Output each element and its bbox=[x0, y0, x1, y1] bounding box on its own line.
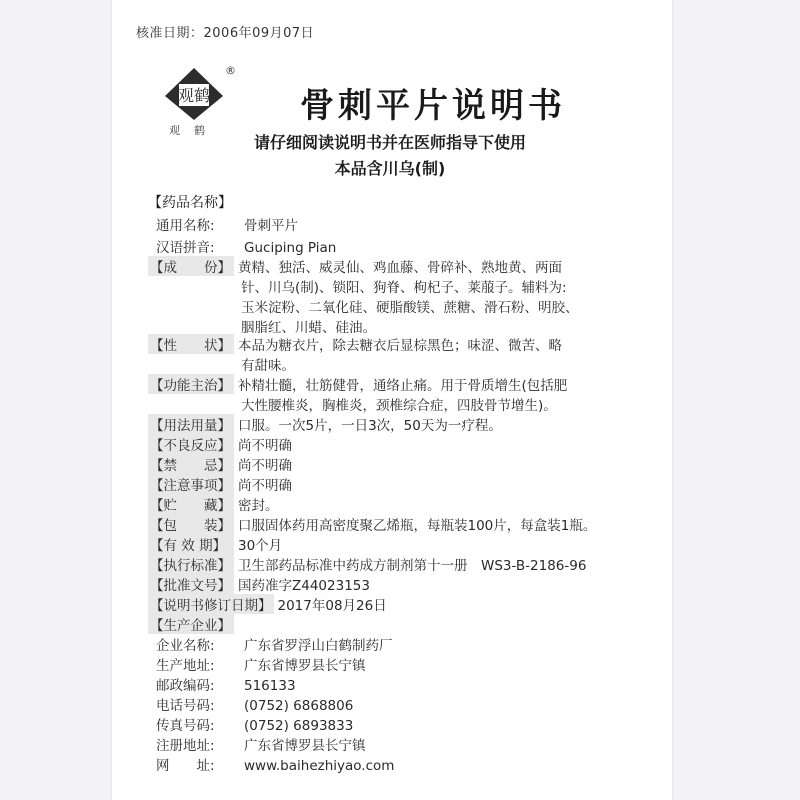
standard-row bbox=[148, 554, 586, 574]
adverse-value: 尚不明确 bbox=[238, 438, 292, 454]
phone-value: (0752) 6868806 bbox=[244, 698, 354, 714]
svg-text:观鹤: 观鹤 bbox=[177, 86, 211, 105]
ingredients-line-3: 玉米淀粉、二氧化硅、硬脂酸镁、蔗糖、滑石粉、明胶、 bbox=[241, 300, 579, 316]
document-title: 骨刺平片说明书 bbox=[300, 86, 566, 126]
common-name-row bbox=[156, 214, 298, 234]
approval-no-label: 【批准文号】 bbox=[148, 574, 234, 594]
pinyin-label: 汉语拼音: bbox=[156, 240, 215, 256]
adverse-label: 【不良反应】 bbox=[148, 434, 234, 454]
ingredients-row bbox=[148, 256, 562, 276]
registered-address-row bbox=[156, 734, 366, 754]
ingredients-line-4: 胭脂红、川蜡、硅油。 bbox=[241, 320, 376, 336]
dosage-label: 【用法用量】 bbox=[148, 414, 234, 434]
validity-value: 30个月 bbox=[238, 538, 283, 554]
validity-label: 【有 效 期】 bbox=[148, 534, 234, 554]
revision-value: 2017年08月26日 bbox=[277, 598, 387, 614]
logo-caption: 观鹤 bbox=[169, 124, 219, 137]
standard-value: 卫生部药品标准中药成方制剂第十一册 WS3-B-2186-96 bbox=[238, 558, 587, 574]
package-value: 口服固体药用高密度聚乙烯瓶，每瓶装100片，每盒装1瓶。 bbox=[238, 518, 597, 534]
manufacturer-row bbox=[156, 634, 393, 654]
appearance-line-2: 有甜味。 bbox=[241, 358, 295, 374]
website-value: www.baihezhiyao.com bbox=[244, 758, 395, 774]
ingredients-line-1: 黄精、独活、威灵仙、鸡血藤、骨碎补、熟地黄、两面 bbox=[238, 260, 562, 276]
storage-row bbox=[148, 494, 279, 514]
registered-address-value: 广东省博罗县长宁镇 bbox=[244, 738, 366, 754]
revision-row bbox=[148, 594, 387, 614]
dosage-value: 口服。一次5片，一日3次，50天为一疗程。 bbox=[238, 418, 502, 434]
fax-label: 传真号码: bbox=[156, 718, 215, 734]
contraindications-label: 【禁 忌】 bbox=[148, 454, 234, 474]
approval-date: 核准日期：2006年09月07日 bbox=[136, 26, 315, 41]
dosage-row bbox=[148, 414, 502, 434]
appearance-row bbox=[148, 334, 562, 354]
pinyin-value: Guciping Pian bbox=[244, 240, 337, 256]
production-address-row bbox=[156, 654, 366, 674]
precautions-label: 【注意事项】 bbox=[148, 474, 234, 494]
postcode-row bbox=[156, 674, 296, 694]
registered-address-label: 注册地址: bbox=[156, 738, 215, 754]
postcode-label: 邮政编码: bbox=[156, 678, 215, 694]
website-label: 网 址: bbox=[156, 758, 215, 774]
ingredients-line-2: 针、川乌(制)、锁阳、狗脊、枸杞子、莱菔子。辅料为: bbox=[241, 280, 567, 296]
standard-label: 【执行标准】 bbox=[148, 554, 234, 574]
phone-row bbox=[156, 694, 353, 714]
ingredients-label: 【成 份】 bbox=[148, 256, 234, 276]
fax-value: (0752) 6893833 bbox=[244, 718, 354, 734]
contraindications-row bbox=[148, 454, 292, 474]
indications-line-2: 大性腰椎炎，胸椎炎，颈椎综合症，四肢骨节增生)。 bbox=[241, 398, 557, 414]
manufacturer-value: 广东省罗浮山白鹤制药厂 bbox=[244, 638, 393, 654]
fax-row bbox=[156, 714, 353, 734]
indications-label: 【功能主治】 bbox=[148, 374, 234, 394]
revision-label: 【说明书修订日期】 bbox=[148, 594, 274, 614]
approval-no-row bbox=[148, 574, 370, 594]
postcode-value: 516133 bbox=[244, 678, 296, 694]
production-address-label: 生产地址: bbox=[156, 658, 215, 674]
common-name-label: 通用名称: bbox=[156, 218, 215, 234]
appearance-label: 【性 状】 bbox=[148, 334, 234, 354]
pinyin-row bbox=[156, 236, 336, 256]
indications-row bbox=[148, 374, 567, 394]
precautions-row bbox=[148, 474, 292, 494]
registered-mark: ® bbox=[225, 64, 236, 77]
production-address-value: 广东省博罗县长宁镇 bbox=[244, 658, 366, 674]
manufacturer-section-row bbox=[148, 614, 234, 634]
website-row bbox=[156, 754, 394, 774]
manufacturer-label: 企业名称: bbox=[156, 638, 215, 654]
common-name-value: 骨刺平片 bbox=[244, 218, 298, 234]
appearance-line-1: 本品为糖衣片，除去糖衣后显棕黑色；味涩、微苦、略 bbox=[238, 338, 562, 354]
storage-label: 【贮 藏】 bbox=[148, 494, 234, 514]
drug-name-section: 【药品名称】 bbox=[148, 195, 232, 211]
package-label: 【包 装】 bbox=[148, 514, 234, 534]
logo-seal-icon bbox=[163, 66, 225, 122]
contraindications-value: 尚不明确 bbox=[238, 458, 292, 474]
indications-line-1: 补精壮髓，壮筋健骨，通络止痛。用于骨质增生(包括肥 bbox=[238, 378, 568, 394]
usage-notice: 请仔细阅读说明书并在医师指导下使用 bbox=[253, 133, 526, 152]
phone-label: 电话号码: bbox=[156, 698, 215, 714]
precautions-value: 尚不明确 bbox=[238, 478, 292, 494]
manufacturer-section: 【生产企业】 bbox=[148, 614, 234, 634]
ingredient-notice: 本品含川乌(制) bbox=[334, 159, 446, 178]
adverse-row bbox=[148, 434, 292, 454]
brand-logo bbox=[163, 66, 243, 136]
storage-value: 密封。 bbox=[238, 498, 279, 514]
package-row bbox=[148, 514, 596, 534]
validity-row bbox=[148, 534, 282, 554]
approval-no-value: 国药准字Z44023153 bbox=[238, 578, 370, 594]
